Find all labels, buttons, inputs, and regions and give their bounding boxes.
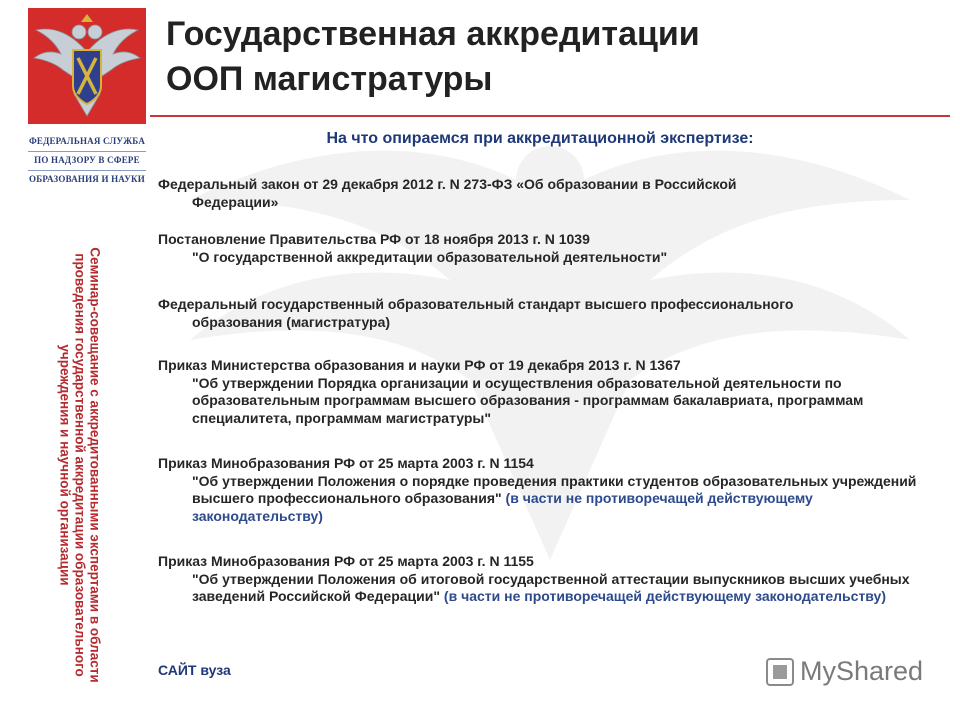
emblem-icon bbox=[28, 8, 146, 124]
item-note: (в части не противоречащей действующему законодательству) bbox=[443, 588, 886, 604]
item-detail: Федерации» bbox=[192, 193, 279, 210]
agency-name bbox=[28, 133, 146, 189]
item-heading: Приказ Минобразования РФ от 25 марта 2003 г. N 1155 bbox=[158, 553, 534, 569]
agency-line-2: ПО НАДЗОРУ В СФЕРЕ bbox=[28, 152, 146, 171]
item-detail: образования (магистратура) bbox=[192, 313, 391, 330]
title-line-2: ООП магистратуры bbox=[166, 60, 493, 98]
title-divider bbox=[150, 115, 950, 117]
item-heading: Приказ Минобразования РФ от 25 марта 2003 г. N 1154 bbox=[158, 455, 534, 471]
side-caption bbox=[36, 245, 124, 685]
list-item bbox=[158, 455, 938, 525]
item-heading: Постановление Правительства РФ от 18 ноября 2013 г. N 1039 bbox=[158, 231, 590, 247]
item-detail bbox=[180, 571, 938, 606]
title-line-1: Государственная аккредитации bbox=[166, 15, 700, 53]
item-detail bbox=[180, 473, 938, 526]
list-item bbox=[158, 357, 938, 427]
list-item bbox=[158, 231, 938, 266]
emblem-logo bbox=[28, 8, 146, 124]
agency-line-1: ФЕДЕРАЛЬНАЯ СЛУЖБА bbox=[28, 133, 146, 152]
side-caption-text: Семинар-совещание с аккредитованными экспертами в области проведения государственной аккредитации образовательного учреждения и научной организации bbox=[57, 247, 103, 683]
item-detail: "О государственной аккредитации образовательной деятельности" bbox=[192, 248, 668, 265]
page-title bbox=[166, 12, 700, 102]
list-item bbox=[158, 553, 938, 606]
list-item bbox=[158, 296, 938, 331]
agency-line-3: ОБРАЗОВАНИЯ И НАУКИ bbox=[29, 174, 145, 184]
item-detail-text: "Об утверждении Положения о порядке проведения практики студентов образовательных учреждений высшего профессионального образования" bbox=[192, 472, 917, 506]
section-subtitle: На что опираемся при аккредитационной экспертизе: bbox=[326, 130, 754, 147]
item-heading: Федеральный государственный образовательный стандарт высшего профессионального bbox=[158, 296, 794, 312]
list-item bbox=[158, 176, 938, 211]
item-detail: "Об утверждении Порядка организации и осуществления образовательной деятельности по образовательным программам высшего образования - программам бакалавриата, программам специалитета, программам магистратуры" bbox=[192, 374, 864, 426]
item-heading: Приказ Министерства образования и науки РФ от 19 декабря 2013 г. N 1367 bbox=[158, 357, 681, 373]
myshared-logo-icon bbox=[766, 658, 794, 686]
university-site-link[interactable]: САЙТ вуза bbox=[158, 662, 231, 678]
documents-list bbox=[158, 176, 938, 606]
item-detail-text: "Об утверждении Положения об итоговой государственной аттестации выпускников высших учебных заведений Российской Федерации" bbox=[192, 570, 910, 604]
brand-name: MyShared bbox=[800, 656, 924, 686]
item-note: (в части не противоречащей действующему законодательству) bbox=[192, 490, 813, 524]
item-heading: Федеральный закон от 29 декабря 2012 г. N 273-ФЗ «Об образовании в Российской bbox=[158, 176, 737, 192]
myshared-logo bbox=[766, 656, 923, 687]
